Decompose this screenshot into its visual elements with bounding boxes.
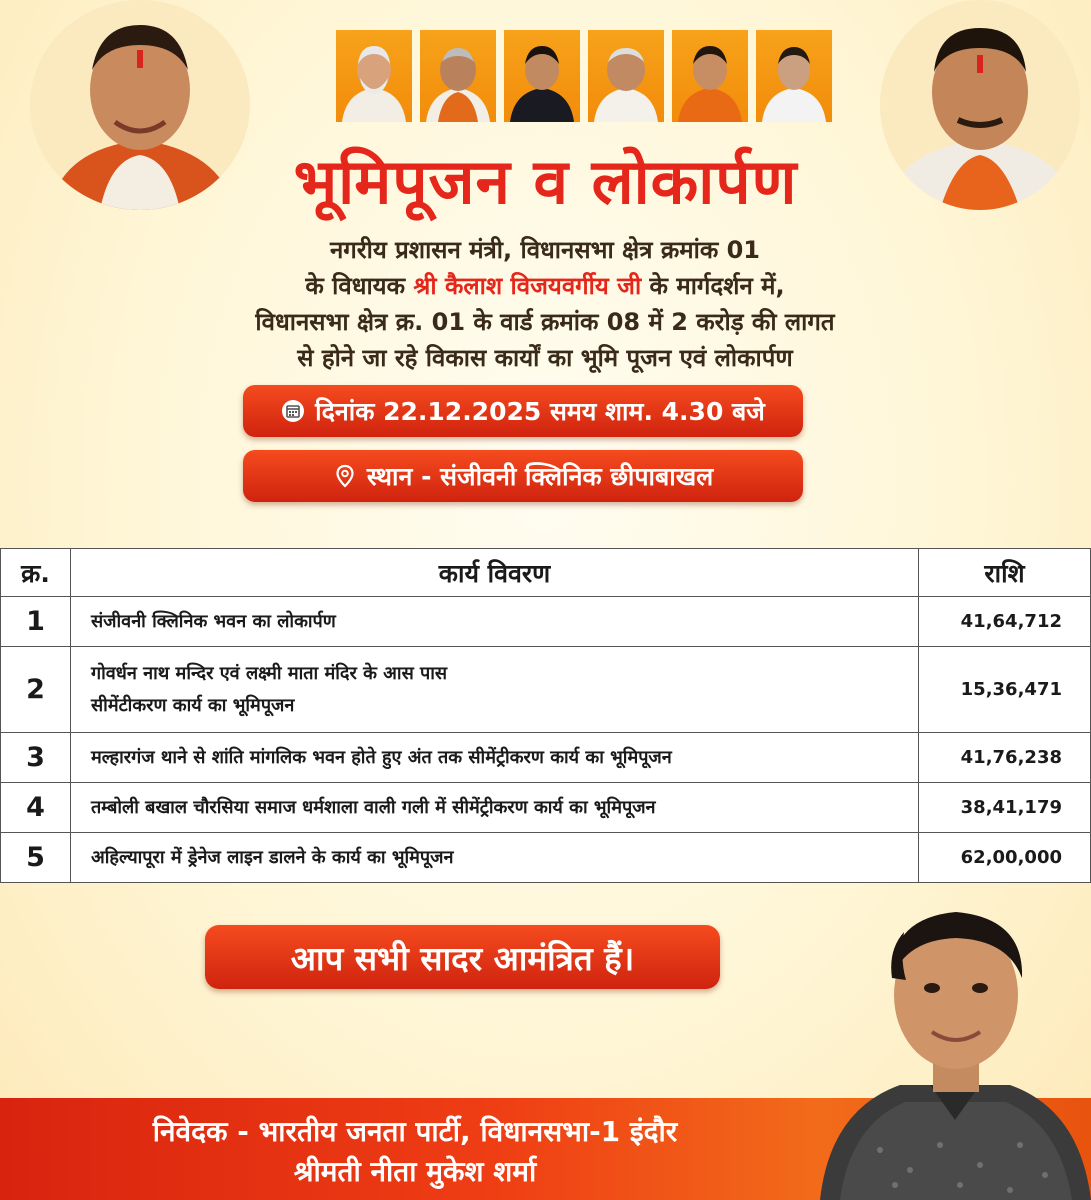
- intro-line-4: से होने जा रहे विकास कार्यों का भूमि पूजन एवं लोकार्पण: [297, 344, 793, 372]
- table-row: [1, 783, 1091, 833]
- intro-text: [130, 232, 960, 376]
- row-serial: 1: [1, 597, 71, 647]
- row-serial: 3: [1, 733, 71, 783]
- footer-host-name: श्रीमती नीता मुकेश शर्मा: [293, 1155, 537, 1188]
- mla-name-highlight: श्री कैलाश विजयवर्गीय जी: [413, 272, 642, 300]
- row-amount: 41,64,712: [919, 597, 1091, 647]
- header-serial: क्र.: [1, 549, 71, 597]
- row-serial: 4: [1, 783, 71, 833]
- leader-thumb-5: [672, 30, 748, 122]
- footer-organizer: निवेदक - भारतीय जनता पार्टी, विधानसभा-1 इंदौर: [152, 1115, 678, 1148]
- header-amount: राशि: [919, 549, 1091, 597]
- intro-line-3: विधानसभा क्षेत्र क्र. 01 के वार्ड क्रमांक 08 में 2 करोड़ की लागत: [255, 308, 835, 336]
- page-title: भूमिपूजन व लोकार्पण: [293, 145, 798, 218]
- footer-text: [20, 1112, 810, 1192]
- invitation-banner: [205, 925, 720, 989]
- table-header-row: [1, 549, 1091, 597]
- table-row: [1, 647, 1091, 733]
- leader-thumb-1: [336, 30, 412, 122]
- table-row: [1, 833, 1091, 883]
- works-table-container: [0, 548, 1091, 883]
- intro-line-2-suffix: के मार्गदर्शन में,: [641, 272, 785, 300]
- leader-thumb-4: [588, 30, 664, 122]
- row-description-line-2: सीमेंटीकरण कार्य का भूमिपूजन: [91, 694, 295, 716]
- row-amount: 15,36,471: [919, 647, 1091, 733]
- header-description: कार्य विवरण: [71, 549, 919, 597]
- row-serial: 2: [1, 647, 71, 733]
- event-venue-text: स्थान - संजीवनी क्लिनिक छीपाबाखल: [366, 462, 714, 491]
- row-description-line-1: गोवर्धन नाथ मन्दिर एवं लक्ष्मी माता मंदिर के आस पास: [91, 662, 448, 684]
- table-row: [1, 733, 1091, 783]
- row-description: [71, 647, 919, 733]
- row-amount: 62,00,000: [919, 833, 1091, 883]
- leader-thumb-6: [756, 30, 832, 122]
- location-pin-icon: [333, 464, 357, 488]
- intro-line-2: [130, 268, 960, 304]
- calendar-icon: [281, 399, 305, 423]
- row-amount: 38,41,179: [919, 783, 1091, 833]
- host-photo: [820, 880, 1091, 1200]
- leader-thumb-3: [504, 30, 580, 122]
- row-description: मल्हारगंज थाने से शांति मांगलिक भवन होते हुए अंत तक सीमेंट्रीकरण कार्य का भूमिपूजन: [71, 733, 919, 783]
- intro-line-1: नगरीय प्रशासन मंत्री, विधानसभा क्षेत्र क्रमांक 01: [329, 236, 761, 264]
- row-description: संजीवनी क्लिनिक भवन का लोकार्पण: [71, 597, 919, 647]
- intro-line-2-prefix: के विधायक: [305, 272, 414, 300]
- invitation-text: आप सभी सादर आमंत्रित हैं।: [290, 938, 635, 978]
- row-description: अहिल्यापूरा में ड्रेनेज लाइन डालने के कार्य का भूमिपूजन: [71, 833, 919, 883]
- leader-thumb-2: [420, 30, 496, 122]
- works-table: [0, 548, 1091, 883]
- event-date-text: दिनांक 22.12.2025 समय शाम. 4.30 बजे: [315, 397, 765, 426]
- table-row: [1, 597, 1091, 647]
- leader-thumbnail-strip: [336, 30, 836, 122]
- row-description: तम्बोली बखाल चौरसिया समाज धर्मशाला वाली गली में सीमेंट्रीकरण कार्य का भूमिपूजन: [71, 783, 919, 833]
- row-amount: 41,76,238: [919, 733, 1091, 783]
- event-date-banner: [243, 385, 803, 437]
- row-serial: 5: [1, 833, 71, 883]
- event-venue-banner: [243, 450, 803, 502]
